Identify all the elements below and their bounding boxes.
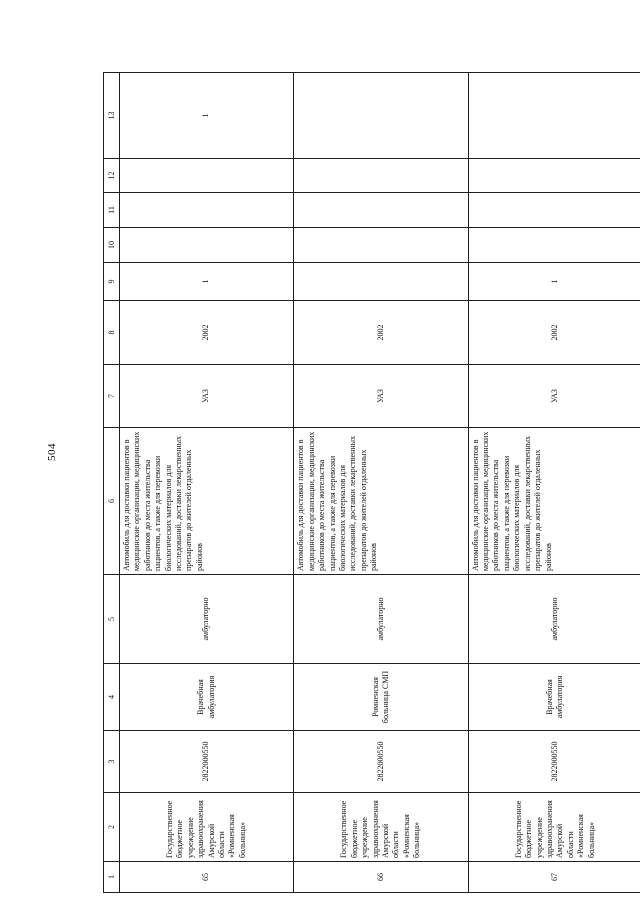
col10-cell: [120, 228, 294, 263]
page-number: 504: [46, 443, 58, 461]
code-cell: 2822000550: [294, 731, 468, 793]
rotated-table-container: [103, 73, 640, 893]
column-number: 6: [104, 428, 120, 575]
organization-cell: Государственное бюджетное учреждение здравоохранения Амурской области «Ромненская больница»: [120, 793, 294, 862]
col11-cell: [120, 193, 294, 228]
year-cell: 2002: [294, 301, 468, 365]
col10-cell: [294, 228, 468, 263]
code-cell: 2822000550: [468, 731, 640, 793]
col13-cell: 1: [120, 73, 294, 159]
organization-cell: Государственное бюджетное учреждение здравоохранения Амурской области «Ромненская больница»: [468, 793, 640, 862]
col9-cell: 1: [120, 263, 294, 301]
unit-cell: Врачебная амбулатория: [120, 664, 294, 731]
column-number: 3: [104, 731, 120, 793]
col9-cell: [294, 263, 468, 301]
col11-cell: [294, 193, 468, 228]
brand-cell: УАЗ: [294, 365, 468, 428]
column-number: 2: [104, 793, 120, 862]
organization-cell: Государственное бюджетное учреждение здравоохранения Амурской области «Ромненская больница»: [294, 793, 468, 862]
unit-cell: Ромненская больница СМП: [294, 664, 468, 731]
column-number: 13: [104, 73, 120, 159]
code-cell: 2822000550: [120, 731, 294, 793]
brand-cell: УАЗ: [468, 365, 640, 428]
purpose-cell: Автомобиль для доставки пациентов в медицинские организации, медицинских работников до места жительства пациентов, а также для перевозки биологических материалов для исследований, доставки лекарственных препаратов до жителей отдаленных районов: [120, 428, 294, 575]
unit-cell: Врачебная амбулатория: [468, 664, 640, 731]
column-number: 9: [104, 263, 120, 301]
mode-cell: амбулаторно: [120, 575, 294, 664]
column-number-row: [104, 73, 120, 893]
column-number: 1: [104, 862, 120, 893]
col12-cell: [294, 159, 468, 193]
col9-cell: 1: [468, 263, 640, 301]
row-number-cell: 67: [468, 862, 640, 893]
mode-cell: амбулаторно: [294, 575, 468, 664]
column-number: 10: [104, 228, 120, 263]
column-number: 5: [104, 575, 120, 664]
column-number: 4: [104, 664, 120, 731]
column-number: 7: [104, 365, 120, 428]
vehicle-table: [103, 72, 640, 893]
col13-cell: [468, 73, 640, 159]
year-cell: 2002: [468, 301, 640, 365]
col12-cell: [120, 159, 294, 193]
brand-cell: УАЗ: [120, 365, 294, 428]
year-cell: 2002: [120, 301, 294, 365]
col13-cell: [294, 73, 468, 159]
table-row: [468, 73, 640, 893]
row-number-cell: 66: [294, 862, 468, 893]
table-row: [294, 73, 468, 893]
row-number-cell: 65: [120, 862, 294, 893]
purpose-cell: Автомобиль для доставки пациентов в медицинские организации, медицинских работников до места жительства пациентов, а также для перевозки биологических материалов для исследований, доставки лекарственных препаратов до жителей отдаленных районов: [294, 428, 468, 575]
col10-cell: [468, 228, 640, 263]
mode-cell: амбулаторно: [468, 575, 640, 664]
table-row: [120, 73, 294, 893]
column-number: 12: [104, 159, 120, 193]
col12-cell: [468, 159, 640, 193]
column-number: 8: [104, 301, 120, 365]
column-number: 11: [104, 193, 120, 228]
col11-cell: [468, 193, 640, 228]
purpose-cell: Автомобиль для доставки пациентов в медицинские организации, медицинских работников до места жительства пациентов, а также для перевозки биологических материалов для исследований, доставки лекарственных препаратов до жителей отдаленных районов: [468, 428, 640, 575]
